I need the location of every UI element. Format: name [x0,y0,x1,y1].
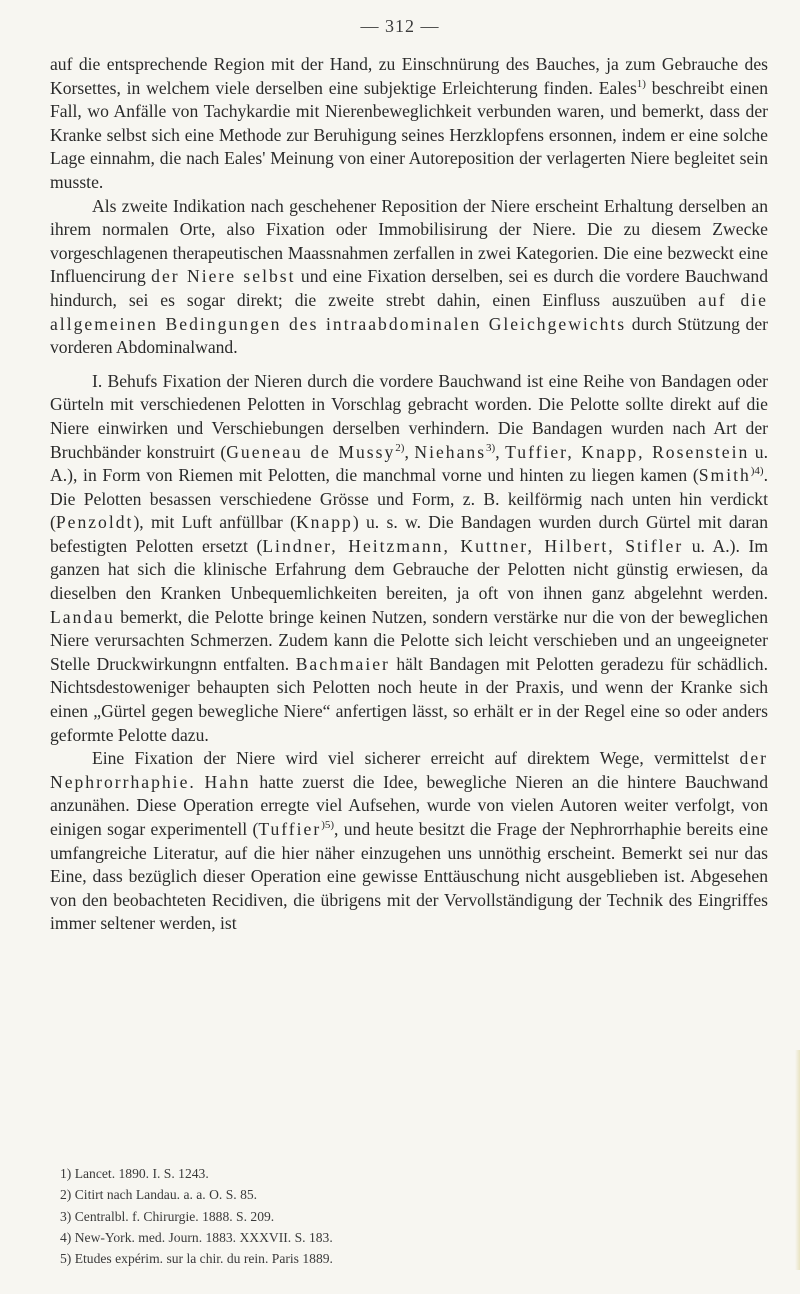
footnote-ref: 2) [395,441,405,454]
footnote-ref: 1) [636,77,646,90]
author-name: Eales' [224,148,266,169]
author-name: Smith [698,465,751,486]
footnote: 5) Etudes expérim. sur la chir. du rein. Paris 1889. [60,1251,333,1267]
author-name: Landau [50,606,115,627]
author-name: Niehans [414,441,487,462]
footnotes [60,1163,760,1269]
author-name: Tuffier, Knapp, Rosenstein [505,441,750,462]
emphasis: auf die allgemeinen Bedingungen des intraabdominalen Gleichgewichts [50,289,768,334]
footnote: 2) Citirt nach Landau. a. a. O. S. 85. [60,1187,258,1203]
author-name: Hahn [204,771,251,792]
author-name: Gueneau de Mussy [226,441,396,462]
page-edge-shadow [795,1050,800,1270]
paragraph-1: auf die entsprechende Region mit der Hand, zu Einschnürung des Bauches, ja zum Gebrauche des Korsettes, in welchem viele derselben eine subjektige Erleichterung finden. Eales$^{1)}$ beschreibt einen Fall, wo Anfälle von Tachykardie mit Nierenbeweglichkeit verbunden waren, und bemerkt, dass der Kranke selbst sich eine Methode zur Beruhigung seines Herzklopfens ersonnen, indem er eine solche Lage einnahm, die nach Eales' Meinung von einer Autoreposition der verlagerten Niere begleitet sein musste. [50,54,768,192]
body-text [50,53,768,936]
footnote-ref: )4) [750,465,764,478]
author-name: Bachmaier [295,653,390,674]
author-name: Penzoldt [55,512,134,533]
author-name: Eales [598,77,637,98]
emphasis: der Nephrorrhaphie. [50,748,768,792]
footnote: 3) Centralbl. f. Chirurgie. 1888. S. 209. [60,1208,275,1224]
author-name: Lindner, Heitzmann, Kuttner, Hilbert, Stifler [262,535,684,556]
footnote: 4) New-York. med. Journ. 1883. XXXVII. S. 183. [60,1229,333,1245]
emphasis: der Niere selbst [151,266,296,287]
author-name: Tuffier [258,819,322,839]
footnote-ref: 3) [486,441,496,454]
footnote-ref: )5) [321,819,335,832]
paragraph-3: I. Behufs Fixation der Nieren durch die vordere Bauchwand ist eine Reihe von Bandagen oder Gürteln mit verschiedenen Pelotten in Vorschlag gebracht worden. Die Pelotte sollte direkt auf die Niere einwirken und Verschiebungen derselben verhindern. Die Bandagen wurden nach Art der Bruchbänder konstruirt (Gueneau de Mussy$^{2)}$, Niehans$^{3)}$, Tuffier, Knapp, Rosenstein u. A.), in Form von Riemen mit Pelotten, die manchmal vorne und hinten zu liegen kamen (Smith$^{)4)}$. Die Pelotten besassen verschiedene Grösse und Form, z. B. keilförmig nach unten hin verdickt (Penzoldt), mit Luft anfüllbar (Knapp) u. s. w. Die Bandagen wurden durch Gürtel mit daran befestigten Pelotten ersetzt (Lindner, Heitzmann, Kuttner, Hilbert, Stifler u. A.). Im ganzen hat sich die klinische Erfahrung dem Gebrauche der Pelotten nicht günstig erwiesen, da dieselben den Kranken Unbequemlichkeiten bereiten, ja oft von ihnen ganz abgelehnt werden. Landau bemerkt, die Pelotte bringe keinen Nutzen, sondern verstärke nur die von der beweglichen Niere verursachten Schmerzen. Zudem kann die Pelotte sich leicht verschieben und an ungeeigneter Stelle Druckwirkungnn entfalten. Bachmaier hält Bandagen mit Pelotten geradezu für schädlich. Nichtsdestoweniger behaupten sich Pelotten noch heute in der Praxis, und wenn der Kranke sich einen „Gürtel gegen bewegliche Niere“ anfertigen lässt, so erhält er in der Regel eine so oder anders geformte Pelotte dazu. [50,370,769,745]
page-number: — 312 — [360,16,440,36]
paragraph-4: Eine Fixation der Niere wird viel sicherer erreicht auf direktem Wege, vermittelst der Nephrorrhaphie. Hahn hatte zuerst die Idee, bewegliche Nieren an die hintere Bauchwand anzunähen. Diese Operation erregte viel Aufsehen, wurde von vielen Autoren weiter verfolgt, von einigen sogar experimentell (Tuffier$^{)5)}$, und heute besitzt die Frage der Nephrorrhaphie bereits eine umfangreiche Literatur, auf die hier näher einzugehen uns unnöthig erscheint. Bemerkt sei nur das Eine, dass bezüglich dieser Operation eine gewisse Enttäuschung nicht ausgeblieben ist. Abgesehen von den beobachteten Recidiven, die übrigens mit der Vervollständigung der Technik des Eingriffes immer seltener werden, ist [50,748,769,934]
paragraph-2: Als zweite Indikation nach geschehener Reposition der Niere erscheint Erhaltung derselben an ihrem normalen Orte, also Fixation oder Immobilisirung der Niere. Die zu diesem Zwecke vorgeschlagenen therapeutischen Maassnahmen zerfallen in zwei Kategorien. Die eine bezweckt eine Influencirung der Niere selbst und eine Fixation derselben, sei es durch die vordere Bauchwand hindurch, sei es sogar direkt; die zweite strebt dahin, einen Einfluss auszuüben auf die allgemeinen Bedingungen des intraabdominalen Gleichgewichts durch Stützung der vorderen Abdominalwand. [50,195,768,358]
author-name: Knapp [295,512,353,533]
footnote: 1) Lancet. 1890. I. S. 1243. [60,1166,209,1181]
